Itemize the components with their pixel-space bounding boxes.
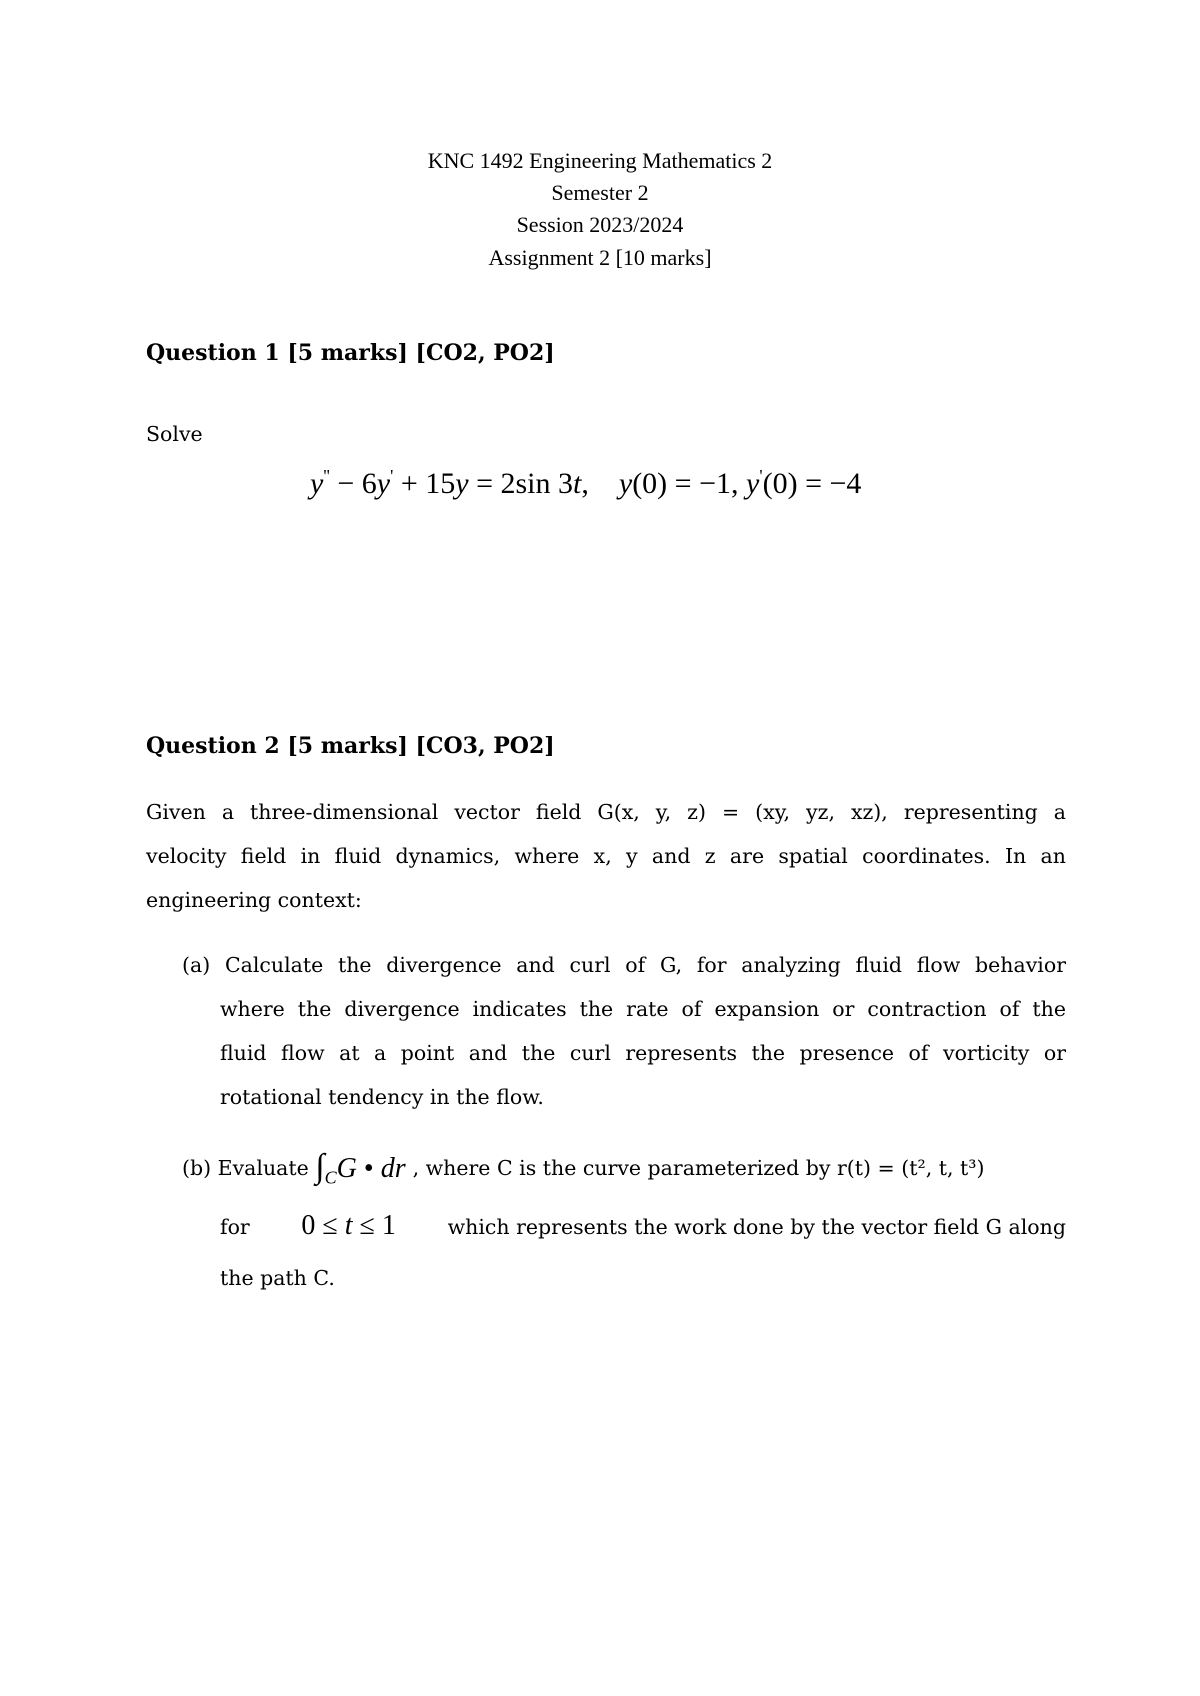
intro-line: velocity field in fluid dynamics, where x, y and z are spatial coordinates. In an [146,844,1066,868]
part-b-prefix: (b) Evaluate [182,1156,309,1180]
ode-equation: y'' − 6y' + 15y = 2sin 3t, y(0) = −1, y'(0) = −4 [310,466,862,500]
parameter-range: 0 ≤ t ≤ 1 [301,1210,396,1241]
part-a [182,943,1066,1119]
line-integral: $\int_CG$ • dr [315,1148,406,1188]
part-a-line: where the divergence indicates the rate of expansion or contraction of the [220,997,1066,1021]
semester-label: Semester 2 [551,180,649,205]
part-a-line: (a) Calculate the divergence and curl of G, for analyzing fluid flow behavior [182,953,1066,977]
for-word: for [220,1215,250,1239]
question-2-heading: Question 2 [5 marks] [CO3, PO2] [146,733,555,759]
question-2-intro [146,790,1066,922]
part-a-line: rotational tendency in the flow. [220,1085,544,1109]
part-b-line-3: the path C. [220,1266,335,1290]
session-label: Session 2023/2024 [516,212,684,237]
part-b-line-2 [220,1210,1066,1242]
solve-label: Solve [146,422,203,446]
assignment-label: Assignment 2 [10 marks] [488,245,712,270]
intro-line: engineering context: [146,888,362,912]
course-title: KNC 1492 Engineering Mathematics 2 [427,148,773,173]
part-b-suffix: , where C is the curve parameterized by r(t) = (t², t, t³) [412,1156,985,1180]
part-b-line-1 [182,1146,984,1187]
question-1-heading: Question 1 [5 marks] [CO2, PO2] [146,340,555,366]
intro-line: Given a three-dimensional vector field G(x, y, z) = (xy, yz, xz), representing a [146,800,1066,824]
part-b-line-2-text: which represents the work done by the vector field G along [447,1215,1066,1239]
part-a-line: fluid flow at a point and the curl represents the presence of vorticity or [220,1041,1066,1065]
